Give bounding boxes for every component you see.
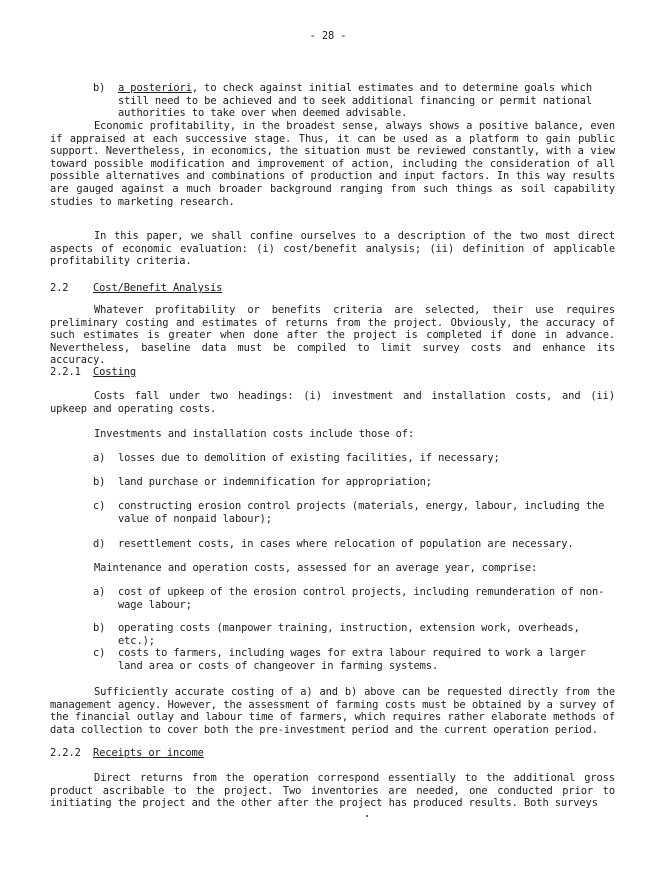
list-item-text: cost of upkeep of the erosion control projects, including remunderation of non-wage labour; (118, 586, 605, 611)
scan-speck (366, 815, 368, 817)
list-marker: b) (93, 476, 106, 488)
list-item-text: losses due to demolition of existing facilities, if necessary; (118, 452, 500, 464)
paragraph-maintenance-intro: Maintenance and operation costs, assessed for an average year, comprise: (94, 562, 538, 574)
list-item-text: operating costs (manpower training, instruction, extension work, overheads, etc.); (118, 622, 580, 647)
section-title: Costing (93, 366, 137, 378)
paragraph-direct-returns: Direct returns from the operation correspond essentially to the additional gross product ascribable to the project. Two inventories are needed, one conducted prior to initiating the project and the other after the project has produced results. Both surveys (50, 772, 615, 810)
list-item-text: resettlement costs, in cases where relocation of population are necessary. (118, 538, 574, 550)
list-marker: c) (93, 647, 106, 659)
section-number: 2.2.2 (50, 747, 81, 759)
section-title: Cost/Benefit Analysis (93, 282, 223, 294)
section-number: 2.2 (50, 282, 69, 294)
paragraph-criteria: Whatever profitability or benefits criteria are selected, their use requires preliminary costing and estimates of returns from the project. Obviously, the accuracy of such estimates is greater when done after the project is completed if done in advance. Nevertheless, baseline data must be compiled to limit survey costs and enhance its accuracy. (50, 304, 615, 367)
list-marker: d) (93, 538, 106, 550)
section-number: 2.2.1 (50, 366, 81, 378)
list-marker: b) (93, 622, 106, 634)
paragraph-costing-accuracy: Sufficiently accurate costing of a) and b) above can be requested directly from the management agency. However, the assessment of farming costs must be obtained by a survey of the financial outlay and labour time of farmers, which requires rather elaborate methods of data collection to cover both the pre-investment period and the current operation period. (50, 686, 615, 736)
list-item-text: constructing erosion control projects (materials, energy, labour, including the value of nonpaid labour); (118, 500, 605, 525)
list-item-text: land purchase or indemnification for appropriation; (118, 476, 432, 488)
page-number: - 28 - (309, 30, 347, 42)
paragraph-economic-profitability: Economic profitability, in the broadest sense, always shows a positive balance, even if appraised at each successive stage. Thus, it can be used as a platform to gain public support. Nevertheless, in economics, the situation must be reviewed constantly, with a view toward possible modification and improvement of action, including the consideration of all possible alternatives and combinations of production and input factors. In this way results are gauged against a much broader background ranging from such things as soil capability studies to marketing research. (50, 120, 615, 208)
list-item-text: costs to farmers, including wages for extra labour required to work a larger land area or costs of changeover in farming systems. (118, 647, 586, 672)
list-item-rest: , to check against initial estimates and to determine goals which still need to be achieved and to seek additional financing or permit national authorities to take over when deemed advisable. (118, 82, 592, 120)
list-marker: a) (93, 452, 106, 464)
section-title: Receipts or income (93, 747, 204, 759)
emphasis-term: a posteriori (118, 82, 192, 94)
list-marker: c) (93, 500, 106, 512)
paragraph-investment-intro: Investments and installation costs include those of: (94, 428, 415, 440)
paragraph-cost-headings: Costs fall under two headings: (i) investment and installation costs, and (ii) upkeep and operating costs. (50, 390, 615, 415)
list-item-text (118, 82, 615, 120)
paragraph-scope: In this paper, we shall confine ourselves to a description of the two most direct aspects of economic evaluation: (i) cost/benefit analysis; (ii) definition of applicable profitability criteria. (50, 230, 615, 268)
list-marker: a) (93, 586, 106, 598)
list-marker: b) (93, 82, 106, 94)
